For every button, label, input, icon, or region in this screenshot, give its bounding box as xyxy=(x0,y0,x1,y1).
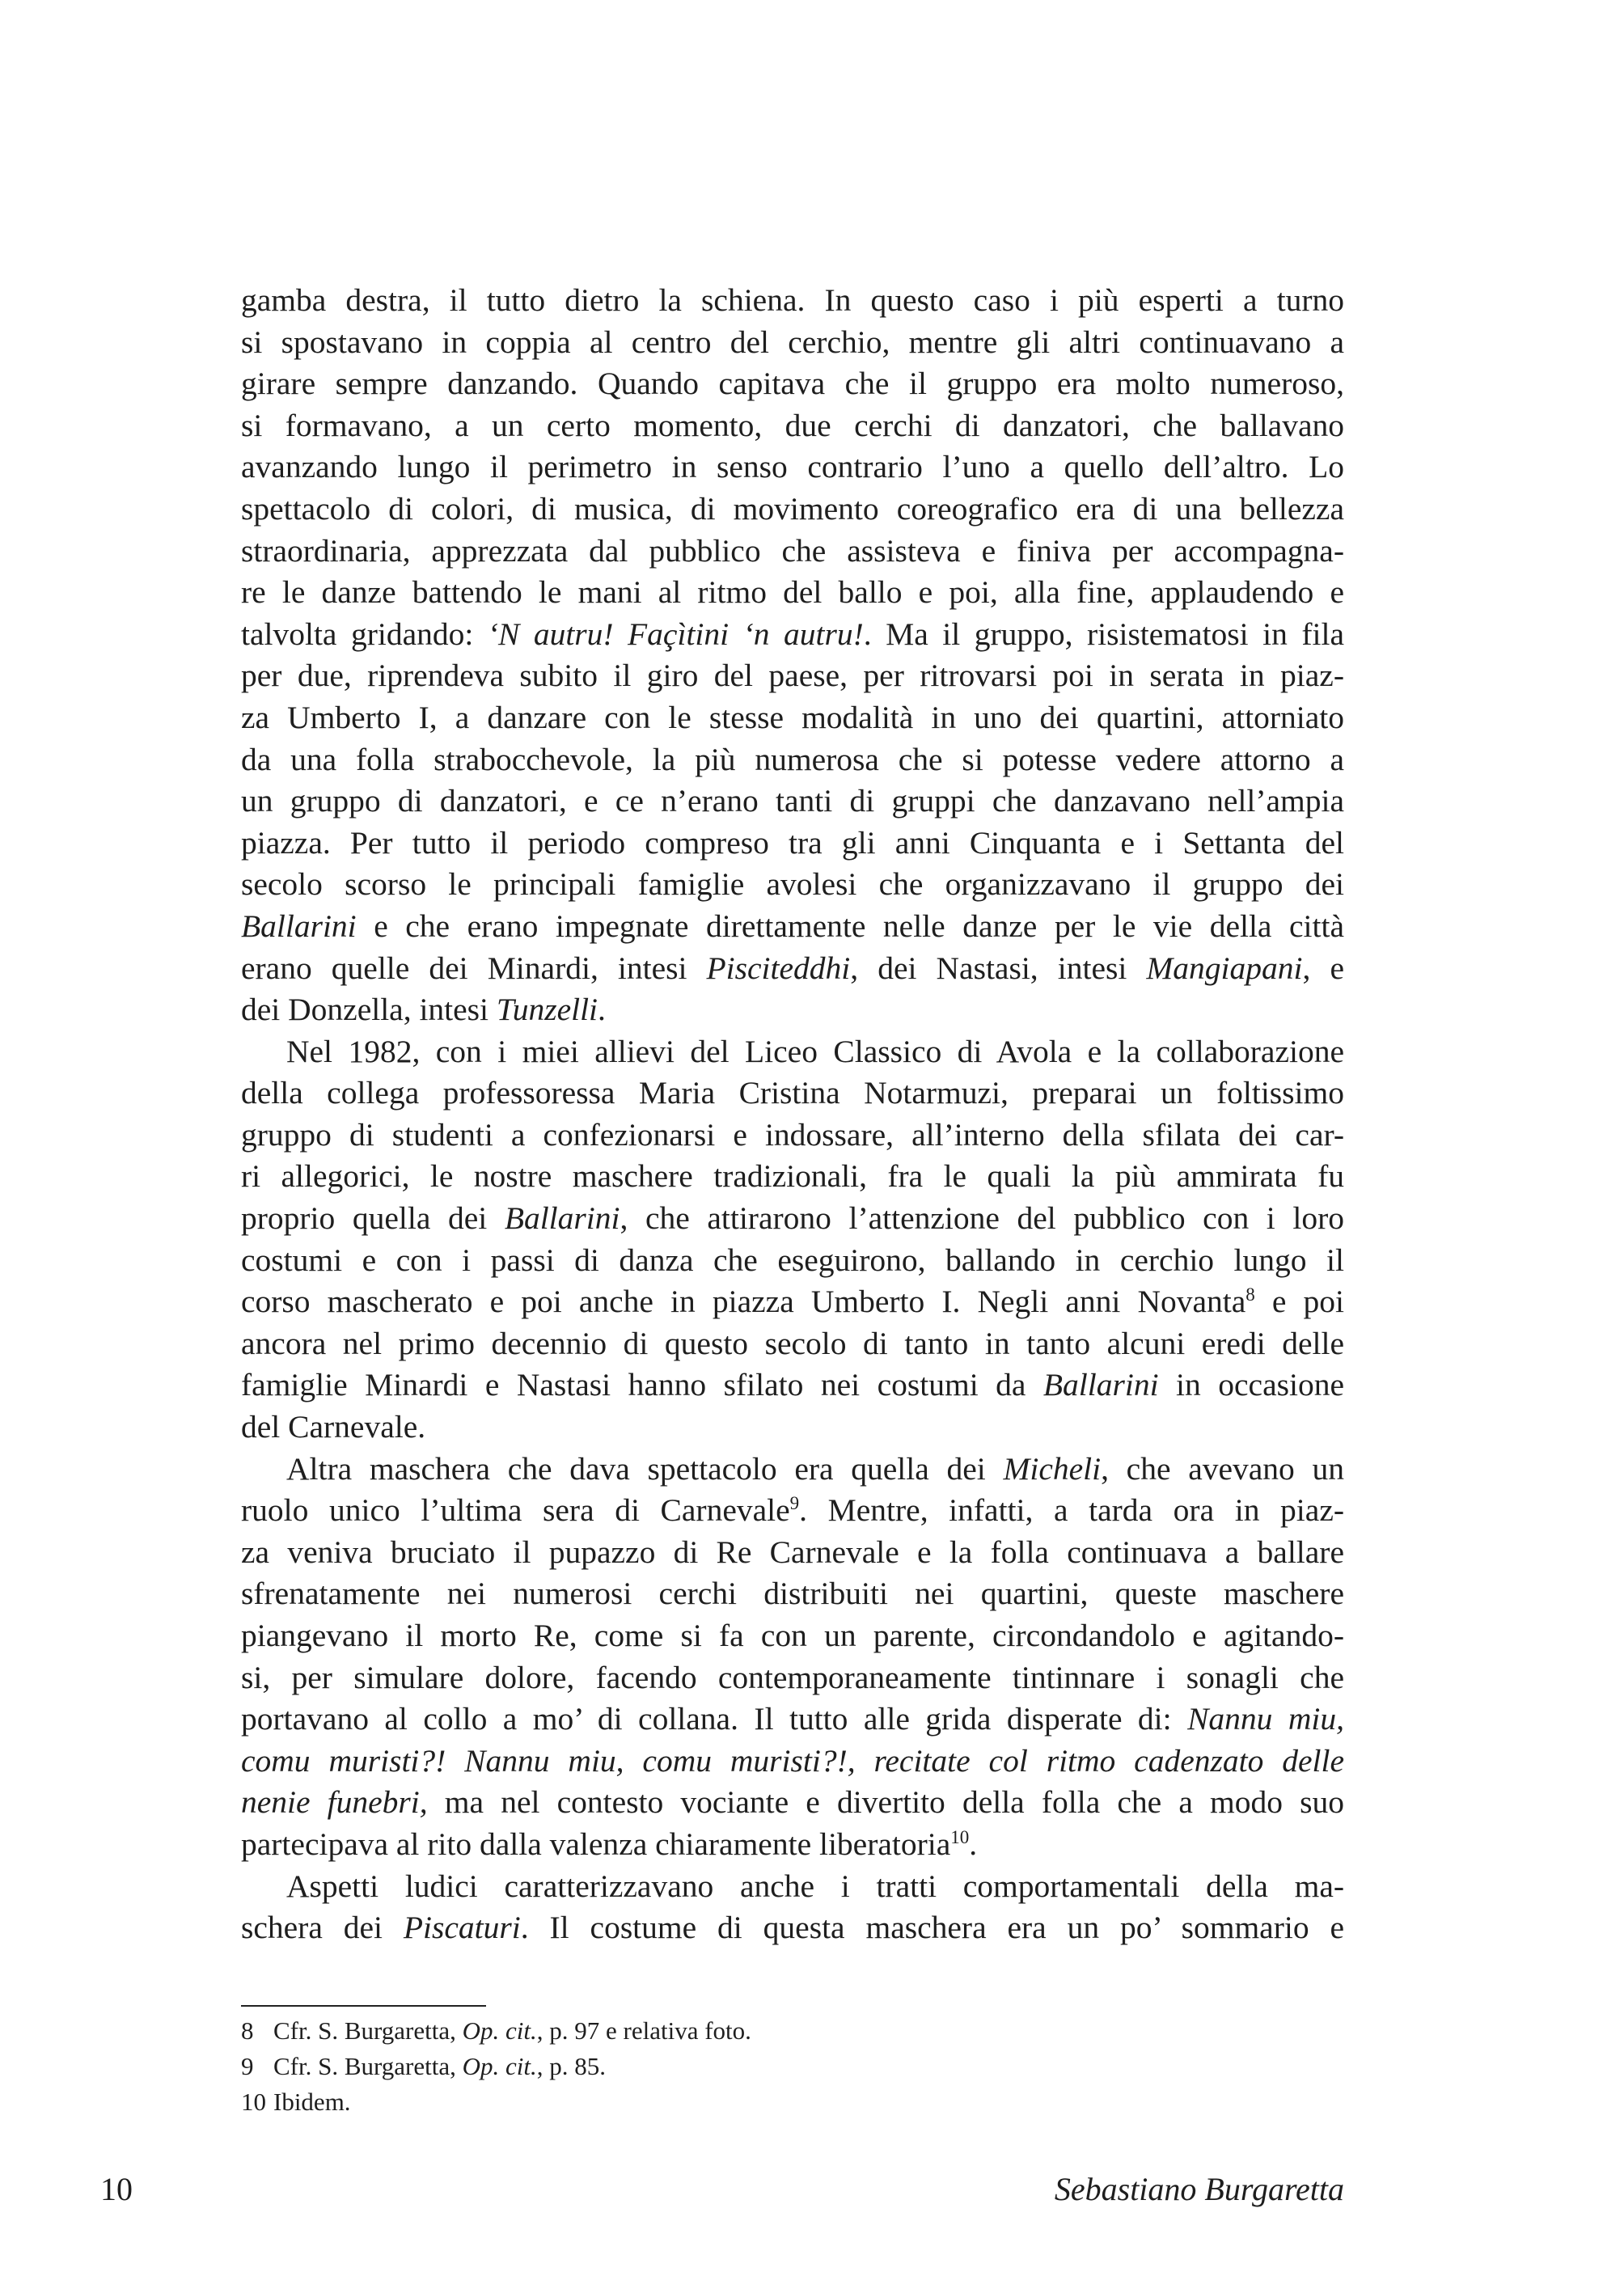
text-line xyxy=(241,1573,1344,1615)
italic-text: Micheli xyxy=(1003,1450,1102,1487)
text-segment: ancora nel primo decennio di questo secolo di tanto in tanto alcuni eredi delle xyxy=(241,1325,1344,1361)
text-segment: si, per simulare dolore, facendo contemporaneamente tintinnare i sonagli che xyxy=(241,1659,1344,1695)
text-line xyxy=(241,1741,1344,1783)
text-segment: ruolo unico l’ultima sera di Carnevale xyxy=(241,1492,790,1529)
text-segment: straordinaria, apprezzata dal pubblico che assisteva e finiva per accompagna- xyxy=(241,532,1344,569)
text-segment: Cfr. S. Burgaretta, xyxy=(273,2052,463,2080)
text-segment: da una folla strabocchevole, la più numerosa che si potesse vedere attorno a xyxy=(241,741,1344,777)
text-line xyxy=(241,1072,1344,1115)
footnotes xyxy=(241,2013,1344,2120)
text-segment: e che erano impegnate direttamente nelle danze per le vie della città xyxy=(356,907,1344,944)
text-segment: erano quelle dei Minardi, intesi xyxy=(241,950,707,986)
text-line xyxy=(241,1240,1344,1282)
text-segment: , dei Nastasi, intesi xyxy=(850,950,1147,986)
italic-text: Tunzelli xyxy=(496,992,598,1028)
text-line xyxy=(241,1699,1344,1741)
footnote xyxy=(241,2049,1344,2084)
text-segment: sfrenatamente nei numerosi cerchi distribuiti nei quartini, queste maschere xyxy=(241,1576,1344,1612)
text-segment: proprio quella dei xyxy=(241,1200,505,1237)
text-line xyxy=(241,1657,1344,1699)
text-line xyxy=(241,1824,1344,1866)
text-segment: partecipava al rito dalla valenza chiaramente liberatoria xyxy=(241,1826,951,1862)
text-segment: schera dei xyxy=(241,1910,404,1946)
text-line xyxy=(241,1907,1344,1949)
italic-text: Mangiapani xyxy=(1146,950,1303,986)
text-line xyxy=(241,1532,1344,1574)
text-segment: . Il costume di questa maschera era un po’ sommario e xyxy=(520,1910,1344,1946)
italic-text: comu muristi?! Nannu miu, comu muristi?!, recitate col ritmo cadenzato delle xyxy=(241,1742,1344,1779)
text-segment: piangevano il morto Re, come si fa con un parente, circondandolo e agitando- xyxy=(241,1618,1344,1653)
text-segment: . xyxy=(598,992,606,1028)
italic-text: Nannu miu, xyxy=(1187,1701,1344,1737)
footnote-reference: 9 xyxy=(789,1493,800,1514)
text-line xyxy=(241,1156,1344,1198)
text-line xyxy=(241,614,1344,656)
text-segment: , che attirarono l’attenzione del pubblico con i loro xyxy=(620,1200,1344,1237)
text-line xyxy=(241,697,1344,739)
text-segment: un gruppo di danzatori, e ce n’erano tanti di gruppi che danzavano nell’ampia xyxy=(241,783,1344,819)
text-segment: secolo scorso le principali famiglie avolesi che organizzavano il gruppo dei xyxy=(241,866,1344,903)
text-segment: della collega professoressa Maria Cristina Notarmuzi, preparai un foltissimo xyxy=(241,1075,1344,1111)
footnote-reference: 8 xyxy=(1245,1284,1255,1305)
italic-text: Ballarini xyxy=(1042,1367,1159,1403)
text-line xyxy=(241,781,1344,823)
text-segment: . Mentre, infatti, a tarda ora in piaz- xyxy=(799,1492,1345,1529)
text-segment: e poi xyxy=(1254,1284,1344,1320)
text-line xyxy=(241,1449,1344,1491)
footnote xyxy=(241,2084,1344,2120)
text-segment: si formavano, a un certo momento, due cerchi di danzatori, che ballavano xyxy=(241,407,1344,443)
text-segment: gruppo di studenti a confezionarsi e indossare, all’interno della sfilata dei car- xyxy=(241,1116,1344,1153)
text-segment: avanzando lungo il perimetro in senso contrario l’uno a quello dell’altro. Lo xyxy=(241,449,1344,485)
text-segment: costumi e con i passi di danza che eseguirono, ballando in cerchio lungo il xyxy=(241,1242,1344,1278)
text-line xyxy=(241,864,1344,906)
text-segment: Cfr. S. Burgaretta, xyxy=(273,2016,463,2045)
text-segment: , e xyxy=(1302,950,1344,986)
footnote-number: 8 xyxy=(241,2016,254,2045)
text-segment: girare sempre danzando. Quando capitava che il gruppo era molto numeroso, xyxy=(241,366,1344,402)
text-segment: portavano al collo a mo’ di collana. Il tutto alle grida disperate di: xyxy=(241,1701,1188,1737)
running-head: Sebastiano Burgaretta xyxy=(1054,2171,1344,2207)
text-segment: talvolta gridando: xyxy=(241,616,488,652)
italic-text: Op. cit. xyxy=(462,2052,537,2080)
text-segment: . xyxy=(969,1826,978,1862)
italic-text: Pisciteddhi xyxy=(706,950,851,986)
text-segment: , p. 85. xyxy=(536,2052,606,2080)
text-segment: Ibidem. xyxy=(273,2088,351,2116)
page-number: 10 xyxy=(100,2171,133,2207)
text-segment: . Ma il gruppo, risistematosi in fila xyxy=(863,616,1344,652)
text-segment: famiglie Minardi e Nastasi hanno sfilato nei costumi da xyxy=(241,1367,1043,1403)
italic-text: ‘N autru! Façìtini ‘n autru! xyxy=(487,616,864,652)
text-line xyxy=(241,1490,1344,1532)
italic-text: Op. cit. xyxy=(462,2016,537,2045)
text-line xyxy=(241,531,1344,573)
text-segment: re le danze battendo le mani al ritmo del ballo e poi, alla fine, applaudendo e xyxy=(241,574,1344,611)
text-segment: Altra maschera che dava spettacolo era quella dei xyxy=(286,1450,1004,1487)
footnote-number: 9 xyxy=(241,2052,254,2080)
text-line xyxy=(241,1198,1344,1240)
text-line xyxy=(241,446,1344,489)
text-line xyxy=(241,405,1344,447)
italic-text: Piscaturi xyxy=(403,1910,521,1946)
text-segment: gamba destra, il tutto dietro la schiena. In questo caso i più esperti a turno xyxy=(241,282,1344,318)
text-segment: corso mascherato e poi anche in piazza Umberto I. Negli anni Novanta xyxy=(241,1284,1246,1320)
text-line xyxy=(241,1031,1344,1073)
text-segment: spettacolo di colori, di musica, di movimento coreografico era di una bellezza xyxy=(241,490,1344,527)
text-segment: del Carnevale. xyxy=(241,1409,426,1445)
body-text xyxy=(241,280,1344,1949)
italic-text: Ballarini xyxy=(504,1200,620,1237)
text-line xyxy=(241,363,1344,405)
text-segment: Aspetti ludici caratterizzavano anche i tratti comportamentali della ma- xyxy=(286,1868,1344,1904)
text-line xyxy=(241,1782,1344,1824)
text-line xyxy=(241,739,1344,781)
text-line xyxy=(241,322,1344,364)
text-line xyxy=(241,1407,1344,1449)
footnote-number: 10 xyxy=(241,2088,266,2116)
text-segment: dei Donzella, intesi xyxy=(241,992,497,1028)
text-segment: per due, riprendeva subito il giro del paese, per ritrovarsi poi in serata in piaz- xyxy=(241,658,1344,694)
text-line xyxy=(241,572,1344,614)
text-segment: , p. 97 e relativa foto. xyxy=(536,2016,751,2045)
text-line xyxy=(241,1281,1344,1323)
italic-text: Ballarini xyxy=(241,907,357,944)
text-line xyxy=(241,655,1344,697)
text-segment: , che avevano un xyxy=(1101,1450,1344,1487)
text-line xyxy=(241,1323,1344,1365)
text-segment: si spostavano in coppia al centro del cerchio, mentre gli altri continuavano a xyxy=(241,324,1344,360)
text-line xyxy=(241,1115,1344,1157)
italic-text: nenie funebri, xyxy=(241,1784,428,1821)
text-line xyxy=(241,489,1344,531)
text-segment: za Umberto I, a danzare con le stesse modalità in uno dei quartini, attorniato xyxy=(241,699,1344,735)
footnote-rule xyxy=(241,2005,486,2007)
text-line xyxy=(241,280,1344,322)
text-line xyxy=(241,1364,1344,1407)
text-segment: piazza. Per tutto il periodo compreso tra gli anni Cinquanta e i Settanta del xyxy=(241,824,1344,861)
text-segment: Nel 1982, con i miei allievi del Liceo Classico di Avola e la collaborazione xyxy=(286,1033,1344,1069)
footnote xyxy=(241,2013,1344,2049)
text-line xyxy=(241,906,1344,948)
text-line xyxy=(241,948,1344,990)
text-segment: ma nel contesto vociante e divertito della folla che a modo suo xyxy=(427,1784,1344,1821)
text-line xyxy=(241,1866,1344,1908)
footnote-reference: 10 xyxy=(950,1826,970,1847)
text-segment: za veniva bruciato il pupazzo di Re Carnevale e la folla continuava a ballare xyxy=(241,1534,1344,1570)
text-line xyxy=(241,1615,1344,1657)
text-segment: in occasione xyxy=(1158,1367,1344,1403)
text-segment: ri allegorici, le nostre maschere tradizionali, fra le quali la più ammirata fu xyxy=(241,1158,1344,1195)
text-line xyxy=(241,823,1344,865)
text-line xyxy=(241,989,1344,1031)
